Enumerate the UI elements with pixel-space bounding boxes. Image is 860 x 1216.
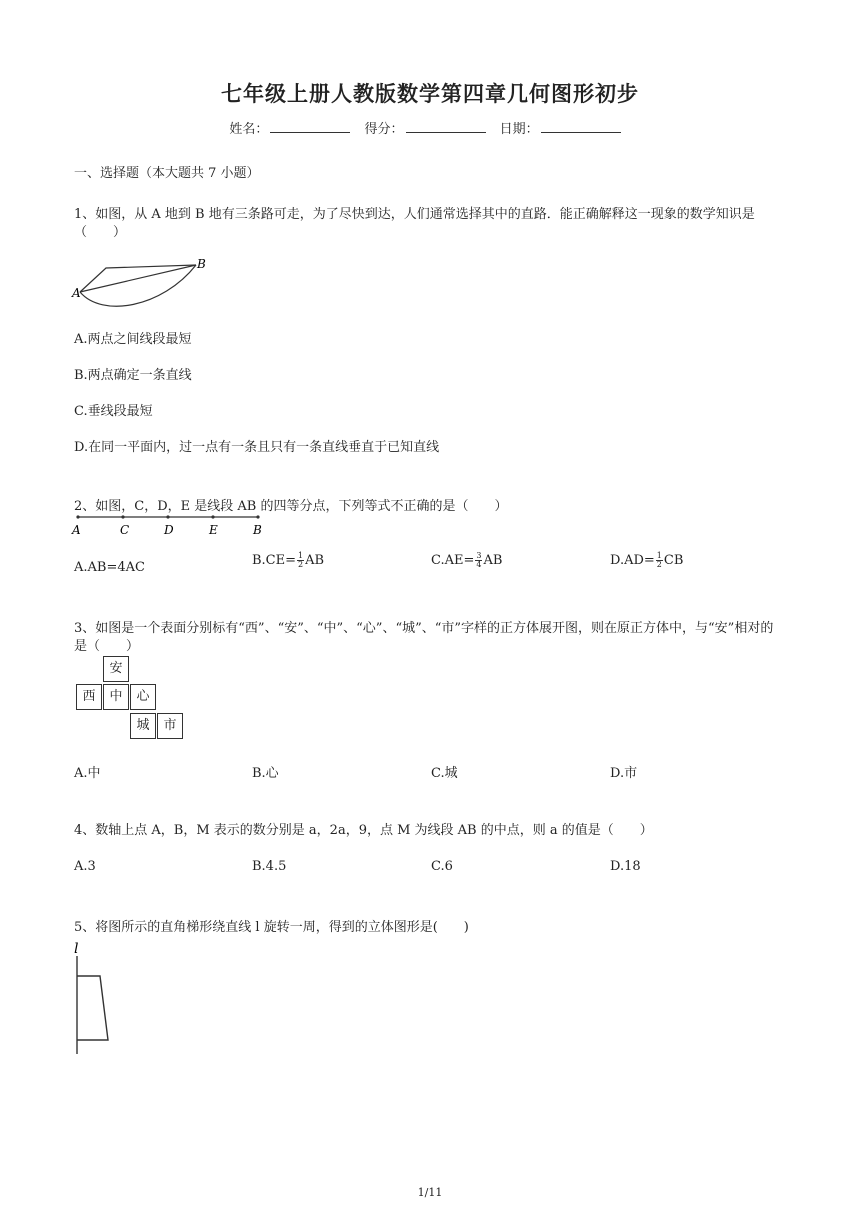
- fraction: $\frac{3}{4}$: [476, 551, 482, 569]
- name-label: 姓名：: [229, 122, 269, 137]
- question-4-text: 4、数轴上点 A，B，M 表示的数分别是 a，2a，9，点 M 为线段 AB 的中点，则 a 的值是（ ）: [74, 823, 653, 838]
- q3-option-c[interactable]: C.城: [431, 766, 458, 781]
- page-number: 1/11: [417, 1186, 443, 1199]
- q3-option-d[interactable]: D.市: [610, 766, 638, 781]
- name-blank[interactable]: [270, 120, 350, 133]
- question-1-figure: [72, 256, 212, 306]
- date-blank[interactable]: [541, 120, 621, 133]
- q3-option-a[interactable]: A.中: [74, 766, 101, 781]
- point-a-label: A: [72, 286, 81, 300]
- q2-option-a[interactable]: A.AB=4AC: [74, 560, 145, 575]
- score-blank[interactable]: [406, 120, 486, 133]
- q4-option-b[interactable]: B.4.5: [252, 859, 287, 874]
- q4-option-d[interactable]: D.18: [610, 859, 641, 874]
- seg-point-d: D: [164, 523, 174, 537]
- question-2-segment-figure: [72, 512, 272, 538]
- date-label: 日期：: [499, 122, 539, 137]
- q2-option-c[interactable]: C.AE= $\frac{3}{4}$ AB: [431, 551, 503, 569]
- q1-option-c[interactable]: C.垂线段最短: [74, 404, 153, 419]
- q4-option-a[interactable]: A.3: [74, 859, 96, 874]
- seg-point-b: B: [253, 523, 262, 537]
- q1-option-a[interactable]: A.两点之间线段最短: [74, 332, 192, 347]
- seg-point-c: C: [120, 523, 130, 537]
- net-cell-xin: 心: [130, 684, 156, 710]
- question-1-text: 1、如图，从 A 地到 B 地有三条路可走，为了尽快到达，人们通常选择其中的直路．能正确解释这一现象的数学知识是（ ）: [74, 207, 755, 240]
- score-label: 得分：: [364, 122, 404, 137]
- net-cell-zhong: 中: [103, 684, 129, 710]
- question-2-text: 2、如图，C，D，E 是线段 AB 的四等分点，下列等式不正确的是（ ）: [74, 499, 508, 514]
- q1-option-d[interactable]: D.在同一平面内，过一点有一条且只有一条直线垂直于已知直线: [74, 440, 440, 455]
- axis-l-label: l: [74, 941, 79, 957]
- q4-option-c[interactable]: C.6: [431, 859, 453, 874]
- question-5-text: 5、将图所示的直角梯形绕直线 l 旋转一周，得到的立体图形是( ): [74, 920, 469, 935]
- q2-option-b[interactable]: B.CE= $\frac{1}{2}$ AB: [252, 551, 325, 569]
- fraction: $\frac{1}{2}$: [298, 551, 304, 569]
- net-cell-xi: 西: [76, 684, 102, 710]
- seg-point-a: A: [72, 523, 81, 537]
- fraction: $\frac{1}{2}$: [656, 551, 662, 569]
- q1-option-b[interactable]: B.两点确定一条直线: [74, 368, 192, 383]
- section-heading: 一、选择题（本大题共 7 小题）: [74, 166, 260, 181]
- trapezoid-figure: [70, 938, 120, 1058]
- seg-point-e: E: [209, 523, 218, 537]
- q2-option-d[interactable]: D.AD= $\frac{1}{2}$ CB: [610, 551, 684, 569]
- net-cell-an: 安: [103, 656, 129, 682]
- question-3-text: 3、如图是一个表面分别标有“西”、“安”、“中”、“心”、“城”、“市”字样的正方体展开图，则在原正方体中，与“安”相对的是（ ）: [74, 621, 774, 654]
- q3-option-b[interactable]: B.心: [252, 766, 279, 781]
- student-info-line: [0, 118, 860, 137]
- net-cell-shi: 市: [157, 713, 183, 739]
- point-b-label: B: [197, 257, 206, 271]
- net-cell-cheng: 城: [130, 713, 156, 739]
- page-title: 七年级上册人教版数学第四章几何图形初步: [221, 81, 639, 106]
